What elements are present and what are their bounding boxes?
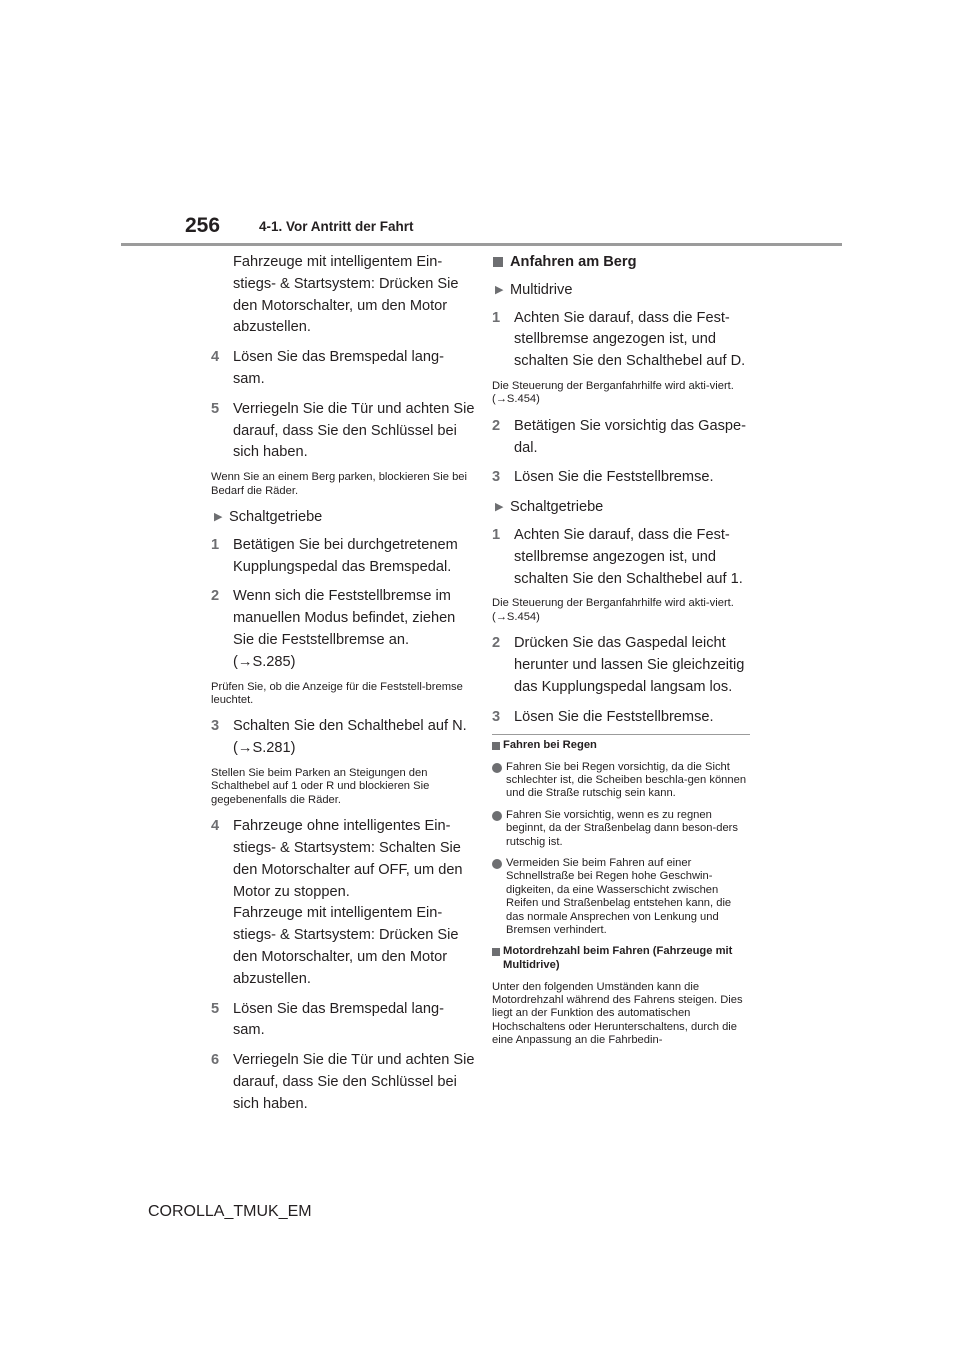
step-number: 3	[492, 469, 501, 486]
step-number: 1	[211, 536, 220, 553]
step-number: 2	[211, 588, 220, 605]
step-text: Verriegeln Sie die Tür und achten Sie darauf, dass Sie den Schlüssel bei sich haben.	[233, 400, 475, 461]
section-title: 4-1. Vor Antritt der Fahrt	[259, 219, 414, 234]
info-bullet-text: Vermeiden Sie beim Fahren auf einer Schnellstraße bei Regen hohe Geschwin-digkeiten, da eine Wasserschicht zwischen Reifen und Straßenbelag entstehen kann, die das normale Ansprechen von Lenkung und Bremsen verhindert.	[506, 857, 732, 937]
step-text: Achten Sie darauf, dass die Fest-stellbremse angezogen ist, und schalten Sie den Schalthebel auf D.	[514, 309, 746, 370]
step-item	[211, 1050, 475, 1115]
step-text: Lösen Sie das Bremspedal lang-sam.	[233, 1000, 444, 1039]
info-bullet-text: Fahren Sie vorsichtig, wenn es zu regnen beginnt, da der Straßenbelag dann beson-ders rutschig ist.	[506, 808, 738, 848]
info-bullet	[492, 761, 750, 801]
step-item	[211, 586, 475, 673]
step-text: Lösen Sie die Feststellbremse.	[514, 469, 714, 486]
sub-label	[492, 497, 754, 519]
info-rule	[492, 734, 750, 735]
info-heading-text: Motordrehzahl beim Fahren (Fahrzeuge mit Multidrive)	[503, 945, 733, 972]
step-item	[211, 399, 475, 464]
square-bullet-icon	[492, 948, 500, 956]
step-item	[492, 633, 754, 698]
step-number: 3	[492, 708, 501, 725]
step-text: Lösen Sie das Bremspedal lang-sam.	[233, 349, 444, 387]
sub-label	[492, 280, 754, 302]
step-item	[211, 347, 475, 391]
step-number: 3	[211, 718, 220, 735]
step-item	[492, 707, 754, 729]
step-item	[211, 999, 475, 1043]
step-number: 4	[211, 349, 220, 366]
step-number: 2	[492, 635, 501, 652]
circle-bullet-icon	[492, 811, 502, 821]
step-number: 2	[492, 417, 501, 434]
arrow-bullet-icon: ▶	[495, 501, 504, 514]
arrow-bullet-icon: ▶	[495, 283, 504, 296]
info-bullet	[492, 857, 750, 937]
step-text: Drücken Sie das Gaspedal leicht herunter und lassen Sie gleichzeitig das Kupplungspedal langsam los.	[514, 635, 745, 695]
note-text: Stellen Sie beim Parken an Steigungen den Schalthebel auf 1 oder R und blockieren Sie gegebenenfalls die Räder.	[211, 766, 430, 806]
step-number: 5	[211, 1000, 220, 1017]
info-heading	[492, 945, 750, 972]
info-heading	[492, 739, 750, 753]
info-box	[492, 739, 750, 1048]
square-bullet-icon	[492, 742, 500, 750]
square-bullet-icon	[493, 257, 503, 267]
step-text: Lösen Sie die Feststellbremse.	[514, 708, 714, 725]
section-heading	[492, 252, 754, 274]
note-text: Die Steuerung der Berganfahrhilfe wird akti-viert. (→S.454)	[492, 597, 734, 623]
step-number: 4	[211, 818, 220, 835]
section-heading-text: Anfahren am Berg	[510, 254, 637, 270]
sub-label	[211, 507, 475, 529]
sub-label-text: Schaltgetriebe	[229, 508, 323, 525]
step-item	[492, 525, 754, 590]
step-item	[492, 308, 754, 373]
step-number: 1	[492, 526, 501, 543]
step-text: Betätigen Sie vorsichtig das Gaspe-dal.	[514, 417, 747, 456]
step-item	[211, 535, 475, 579]
sub-label-text: Multidrive	[510, 281, 573, 298]
note-text: Wenn Sie an einem Berg parken, blockieren Sie bei Bedarf die Räder.	[211, 471, 468, 497]
step-item	[211, 816, 475, 990]
arrow-bullet-icon: ▶	[214, 510, 223, 523]
info-bullet	[492, 809, 750, 849]
step-number: 6	[211, 1052, 220, 1069]
info-bullet-text: Fahren Sie bei Regen vorsichtig, da die Sicht schlechter ist, die Scheiben beschla-gen können und die Straße rutschig sein kann.	[506, 760, 747, 800]
step-text: Achten Sie darauf, dass die Fest-stellbremse angezogen ist, und schalten Sie den Schalthebel auf 1.	[514, 526, 743, 587]
info-paragraph: Unter den folgenden Umständen kann die Motordrehzahl während des Fahrens steigen. Dies liegt an der Funktion des automatischen Hochschaltens oder Herunterschaltens, durch die eine Anpassung an die Fahrbedin-	[492, 980, 743, 1047]
header-rule	[121, 243, 842, 246]
right-column	[492, 252, 754, 736]
info-heading-text: Fahren bei Regen	[503, 739, 597, 751]
document-code: COROLLA_TMUK_EM	[148, 1203, 312, 1220]
step-item	[492, 467, 754, 489]
step-number: 1	[492, 309, 501, 326]
intro-paragraph: Fahrzeuge mit intelligentem Ein-stiegs- & Startsystem: Drücken Sie den Motorschalter, um den Motor abzustellen.	[233, 254, 459, 336]
note-text: Die Steuerung der Berganfahrhilfe wird akti-viert. (→S.454)	[492, 379, 734, 406]
step-item	[211, 716, 475, 760]
note-text: Prüfen Sie, ob die Anzeige für die Feststell-bremse leuchtet.	[211, 680, 463, 706]
step-item	[492, 416, 754, 460]
step-number: 5	[211, 400, 220, 417]
left-column	[211, 252, 475, 1124]
step-text: Verriegeln Sie die Tür und achten Sie darauf, dass Sie den Schlüssel bei sich haben.	[233, 1052, 475, 1112]
step-text: Betätigen Sie bei durchgetretenem Kupplungspedal das Bremspedal.	[233, 536, 458, 575]
page-number: 256	[185, 214, 221, 237]
sub-label-text: Schaltgetriebe	[510, 499, 604, 516]
step-text: Wenn sich die Feststellbremse im manuellen Modus befindet, ziehen Sie die Feststellbremse an. (→S.285)	[233, 588, 456, 670]
circle-bullet-icon	[492, 859, 502, 869]
step-text: Fahrzeuge ohne intelligentes Ein-stiegs- & Startsystem: Schalten Sie den Motorschalter auf OFF, um den Motor zu stoppen.	[233, 818, 463, 900]
step-text: Schalten Sie den Schalthebel auf N. (→S.281)	[233, 718, 467, 757]
circle-bullet-icon	[492, 763, 502, 773]
step-text-continued: Fahrzeuge mit intelligentem Ein-stiegs- & Startsystem: Drücken Sie den Motorschalter, um den Motor abzustellen.	[233, 905, 459, 987]
